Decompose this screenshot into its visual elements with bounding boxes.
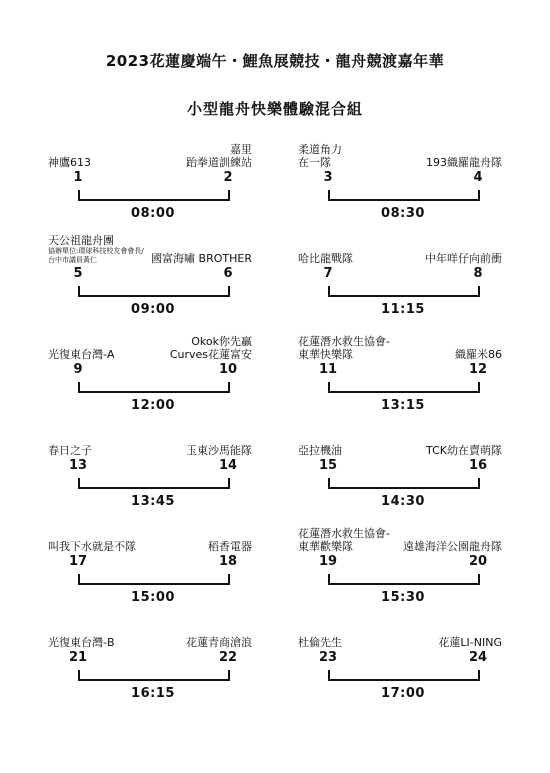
team-name-line: 國富海嘯 BROTHER — [151, 252, 252, 265]
match-card — [48, 618, 252, 701]
team-seed-number: 13 — [68, 458, 88, 473]
team-seed-number: 11 — [318, 362, 338, 377]
team-name — [298, 143, 342, 169]
team-name — [425, 252, 502, 265]
team-name — [170, 335, 252, 361]
team-name-line: 天公祖龍舟團 — [48, 234, 114, 247]
match-time: 14:30 — [381, 494, 425, 509]
team-seed-number: 9 — [73, 362, 83, 377]
team-seed-number: 24 — [468, 650, 488, 665]
team-name-line: TCK幼在賣萌隊 — [426, 444, 502, 457]
match-time: 13:15 — [381, 398, 425, 413]
team-name-line: 稻香電器 — [208, 540, 252, 553]
team-name-line: 亞拉機油 — [298, 444, 342, 457]
team-seed-number: 7 — [323, 266, 333, 281]
team-name-line: 193織羅龍舟隊 — [426, 156, 502, 169]
bracket-line — [78, 382, 230, 393]
match-card — [48, 522, 252, 605]
match-time: 11:15 — [381, 302, 425, 317]
team-name-line: Okok你先贏 — [191, 335, 252, 348]
team-name — [48, 540, 136, 553]
page-title: 2023花蓮慶端午・鯉魚展競技・龍舟競渡嘉年華 — [105, 52, 445, 70]
team-name-line: 光復東台灣-B — [48, 636, 115, 649]
bracket-line — [328, 190, 480, 201]
match-time: 08:30 — [381, 206, 425, 221]
match-time: 15:00 — [131, 590, 175, 605]
match-card — [48, 426, 252, 509]
team-name-line: 花蓮潛水救生協會- — [298, 335, 390, 348]
team-name-line: 杜倫先生 — [298, 636, 342, 649]
match-card — [298, 522, 502, 605]
team-seed-number: 14 — [218, 458, 238, 473]
team-name — [426, 156, 502, 169]
match-card — [298, 234, 502, 317]
team-name — [186, 143, 252, 169]
team-name-line: Curves花蓮富安 — [169, 348, 252, 361]
match-card — [298, 426, 502, 509]
team-seed-number: 3 — [323, 170, 333, 185]
team-name — [48, 444, 92, 457]
team-name-line: 遠雄海洋公園龍舟隊 — [403, 540, 502, 553]
team-seed-number: 22 — [218, 650, 238, 665]
team-seed-number: 1 — [73, 170, 83, 185]
team-name-line: 跆拳道訓練站 — [186, 156, 252, 169]
match-card — [48, 234, 252, 317]
match-time: 08:00 — [131, 206, 175, 221]
match-time: 09:00 — [131, 302, 175, 317]
team-name-line: 叫我下水就是不隊 — [48, 540, 136, 553]
team-name — [455, 348, 502, 361]
team-name — [48, 156, 91, 169]
page-subtitle: 小型龍舟快樂體驗混合組 — [186, 100, 363, 118]
team-seed-number: 8 — [473, 266, 483, 281]
team-name-line: 花蓮潛水救生協會- — [298, 527, 390, 540]
team-name-line: 織羅米86 — [455, 348, 502, 361]
team-seed-number: 10 — [218, 362, 238, 377]
team-name — [48, 636, 115, 649]
match-card — [298, 618, 502, 701]
team-name — [48, 348, 115, 361]
team-seed-number: 19 — [318, 554, 338, 569]
team-sponsor-note: 協辦單位:環球科技校友會會長/ — [48, 247, 144, 255]
match-card — [298, 138, 502, 221]
team-name-line: 花蓮青商滄浪 — [186, 636, 252, 649]
team-seed-number: 2 — [223, 170, 233, 185]
team-sponsor-note: 台中市議員黃仁 — [48, 256, 97, 264]
team-name — [403, 540, 502, 553]
team-seed-number: 5 — [73, 266, 83, 281]
team-seed-number: 12 — [468, 362, 488, 377]
team-name — [151, 252, 252, 265]
team-name-line: 中年咩仔向前衝 — [425, 252, 502, 265]
bracket-line — [328, 478, 480, 489]
team-name-line: 嘉里 — [230, 143, 252, 156]
team-seed-number: 16 — [468, 458, 488, 473]
team-name-line: 玉東沙馬能隊 — [186, 444, 252, 457]
team-seed-number: 4 — [473, 170, 483, 185]
team-name-line: 哈比龍戰隊 — [298, 252, 353, 265]
team-name — [298, 252, 353, 265]
team-name — [426, 444, 502, 457]
bracket-line — [328, 382, 480, 393]
team-name-line: 光復東台灣-A — [48, 348, 115, 361]
team-name — [186, 636, 252, 649]
team-seed-number: 18 — [218, 554, 238, 569]
bracket-line — [78, 190, 230, 201]
team-name — [298, 335, 390, 361]
match-time: 13:45 — [131, 494, 175, 509]
bracket-line — [328, 670, 480, 681]
team-name-line: 春日之子 — [48, 444, 92, 457]
match-card — [298, 330, 502, 413]
team-name — [298, 444, 342, 457]
team-name — [298, 636, 342, 649]
match-time: 16:15 — [131, 686, 175, 701]
team-name-line: 東華歡樂隊 — [298, 540, 353, 553]
bracket-line — [78, 478, 230, 489]
team-name — [186, 444, 252, 457]
match-time: 17:00 — [381, 686, 425, 701]
team-seed-number: 23 — [318, 650, 338, 665]
match-time: 12:00 — [131, 398, 175, 413]
match-time: 15:30 — [381, 590, 425, 605]
match-card — [48, 138, 252, 221]
match-card — [48, 330, 252, 413]
bracket-line — [328, 286, 480, 297]
bracket-line — [328, 574, 480, 585]
team-name-line: 在一隊 — [298, 156, 331, 169]
bracket-line — [78, 670, 230, 681]
team-seed-number: 20 — [468, 554, 488, 569]
team-seed-number: 17 — [68, 554, 88, 569]
bracket-line — [78, 574, 230, 585]
team-name — [48, 234, 144, 265]
team-name-line: 東華快樂隊 — [298, 348, 353, 361]
team-seed-number: 21 — [68, 650, 88, 665]
team-name — [208, 540, 252, 553]
bracket-line — [78, 286, 230, 297]
team-name — [298, 527, 390, 553]
team-name-line: 柔道角力 — [298, 143, 342, 156]
team-name — [438, 636, 502, 649]
team-seed-number: 15 — [318, 458, 338, 473]
team-name-line: 神鷹613 — [48, 156, 91, 169]
team-name-line: 花蓮LI-NING — [438, 636, 502, 649]
team-seed-number: 6 — [223, 266, 233, 281]
